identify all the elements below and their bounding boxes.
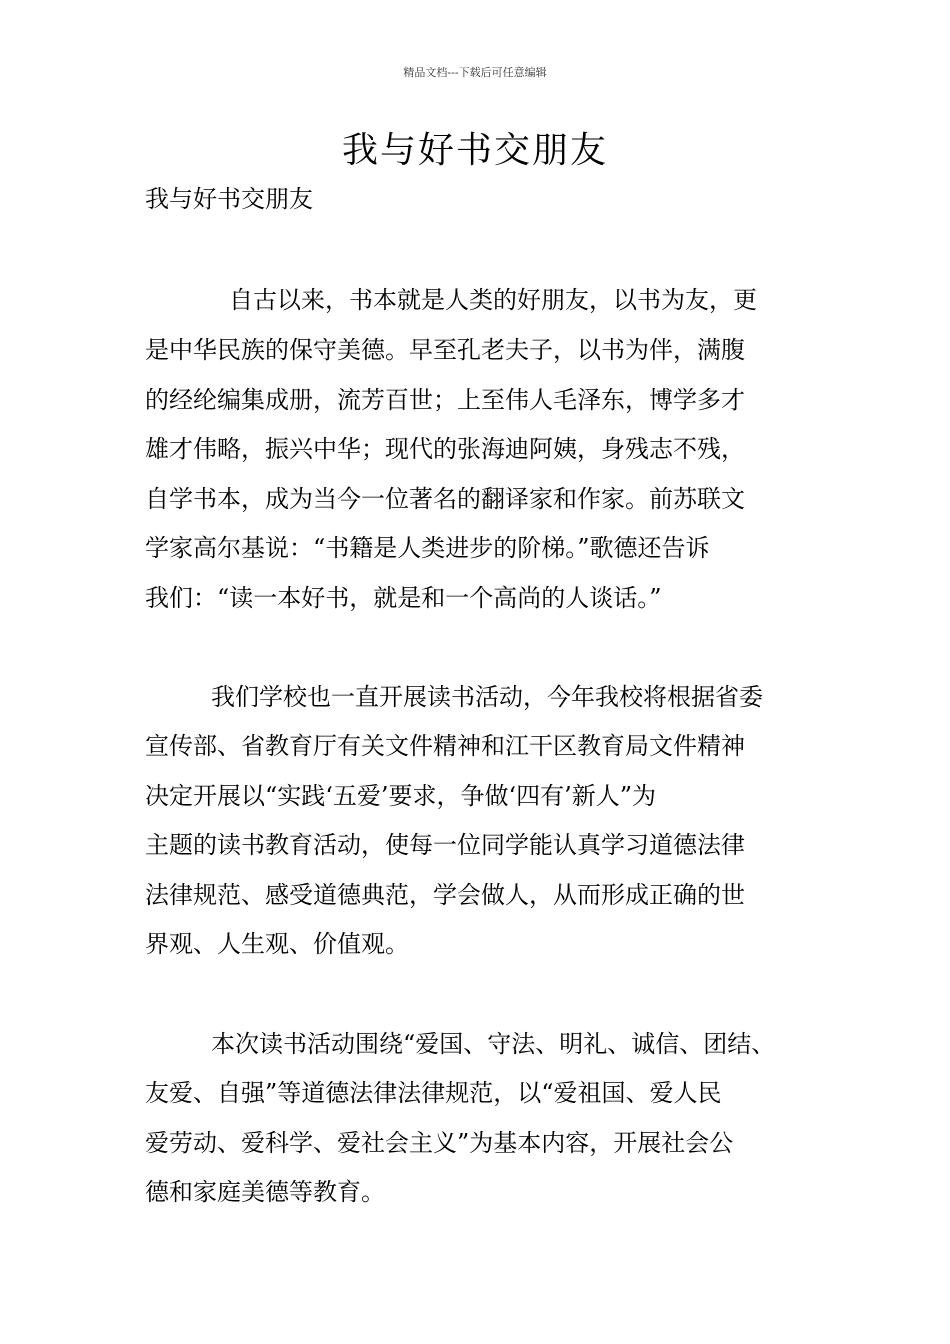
page-header-note: 精品文档---下载后可任意编辑 xyxy=(403,66,547,79)
paragraph-2-line-2: 宣传部、省教育厅有关文件精神和江干区教育局文件精神 xyxy=(145,732,745,760)
paragraph-1-line-1: 自古以来，书本就是人类的好朋友，以书为友，更 xyxy=(229,286,757,314)
document-subtitle: 我与好书交朋友 xyxy=(145,185,313,213)
paragraph-2-line-4: 主题的读书教育活动，使每一位同学能认真学习道德法律 xyxy=(145,831,745,859)
paragraph-3-line-4: 德和家庭美德等教育。 xyxy=(145,1178,385,1206)
paragraph-2-line-3: 决定开展以“实践‘五爱’要求，争做‘四有’新人”为 xyxy=(145,782,657,810)
paragraph-1-line-6: 学家高尔基说：“书籍是人类进步的阶梯。”歌德还告诉 xyxy=(145,534,710,562)
paragraph-2-line-1: 我们学校也一直开展读书活动，今年我校将根据省委 xyxy=(211,683,763,711)
paragraph-3-line-1: 本次读书活动围绕“爱国、守法、明礼、诚信、团结、 xyxy=(211,1030,776,1058)
paragraph-1-line-2: 是中华民族的保守美德。早至孔老夫子，以书为伴，满腹 xyxy=(145,336,745,364)
paragraph-1-line-3: 的经纶编集成册，流芳百世；上至伟人毛泽东，博学多才 xyxy=(145,386,745,414)
paragraph-1-line-4: 雄才伟略，振兴中华；现代的张海迪阿姨，身残志不残， xyxy=(145,435,745,463)
paragraph-2-line-6: 界观、人生观、价值观。 xyxy=(145,930,409,958)
paragraph-2-line-5: 法律规范、感受道德典范，学会做人，从而形成正确的世 xyxy=(145,881,745,909)
paragraph-1-line-7: 我们：“读一本好书，就是和一个高尚的人谈话。” xyxy=(145,584,662,612)
paragraph-1-line-5: 自学书本，成为当今一位著名的翻译家和作家。前苏联文 xyxy=(145,485,745,513)
paragraph-3-line-3: 爱劳动、爱科学、爱社会主义”为基本内容，开展社会公 xyxy=(145,1129,734,1157)
paragraph-3-line-2: 友爱、自强”等道德法律法律规范，以“爱祖国、爱人民 xyxy=(145,1079,722,1107)
document-title: 我与好书交朋友 xyxy=(341,130,608,171)
